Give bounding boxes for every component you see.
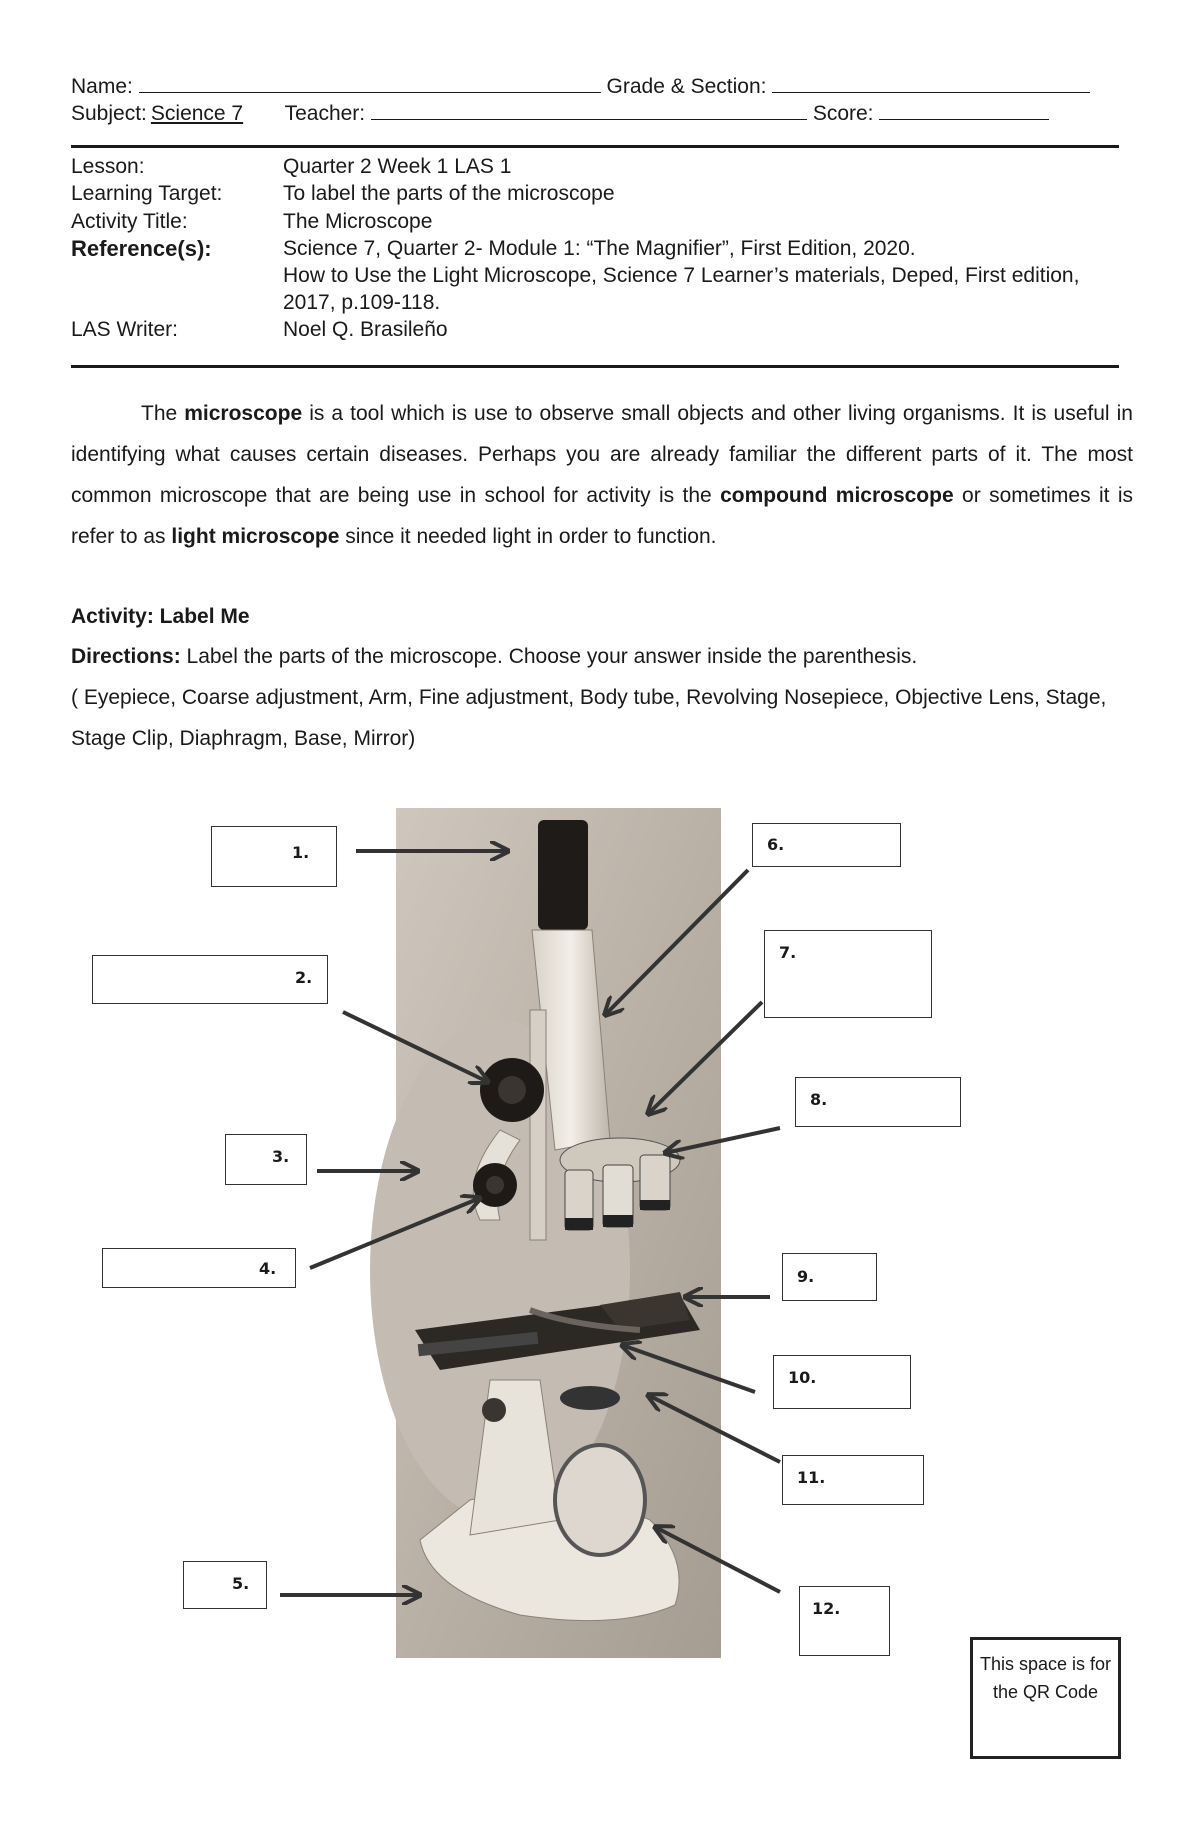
answer-box-9[interactable] (782, 1253, 877, 1301)
lesson-value: Quarter 2 Week 1 LAS 1 (283, 155, 512, 178)
directions-text: Label the parts of the microscope. Choose your answer inside the parenthesis. (180, 645, 918, 668)
activity-title: Activity: Label Me (71, 605, 250, 628)
label-number: 3. (272, 1147, 290, 1166)
answer-box-5[interactable] (183, 1561, 267, 1609)
reference-2: How to Use the Light Microscope, Science 7 Learner’s materials, Deped, First edition, 2017, p.109-118. (283, 264, 1080, 314)
label-number: 7. (779, 943, 797, 962)
writer-label: LAS Writer: (71, 318, 178, 341)
answer-box-4[interactable] (102, 1248, 296, 1288)
term-compound-microscope: compound microscope (720, 484, 954, 507)
grade-label: Grade & Section: (606, 75, 767, 98)
answer-box-8[interactable] (795, 1077, 961, 1127)
title-value: The Microscope (283, 210, 433, 233)
answer-choices: ( Eyepiece, Coarse adjustment, Arm, Fine adjustment, Body tube, Revolving Nosepiece, Objective Lens, Stage, Stage Clip, Diaphragm, Base, Mirror) (71, 686, 1107, 750)
label-number: 2. (295, 968, 313, 987)
answer-box-11[interactable] (782, 1455, 924, 1505)
score-label: Score: (812, 102, 874, 125)
answer-box-1[interactable] (211, 826, 337, 887)
subject-value: Science 7 (150, 102, 244, 125)
name-label: Name: (71, 75, 133, 98)
label-number: 12. (812, 1599, 841, 1618)
answer-box-2[interactable] (92, 955, 328, 1004)
answer-box-3[interactable] (225, 1134, 307, 1185)
label-number: 4. (259, 1259, 277, 1278)
term-light-microscope: light microscope (171, 525, 340, 548)
qr-code-placeholder: This space is for the QR Code (970, 1637, 1121, 1759)
reference-1: Science 7, Quarter 2- Module 1: “The Magnifier”, First Edition, 2020. (283, 237, 916, 260)
title-label: Activity Title: (71, 210, 188, 233)
answer-box-7[interactable] (764, 930, 932, 1018)
label-number: 9. (797, 1267, 815, 1286)
subject-label: Subject: (71, 102, 147, 125)
teacher-label: Teacher: (284, 102, 366, 125)
label-number: 1. (292, 843, 310, 862)
target-value: To label the parts of the microscope (283, 182, 615, 205)
answer-box-10[interactable] (773, 1355, 911, 1409)
microscope-photo (370, 808, 721, 1658)
term-microscope: microscope (184, 402, 303, 425)
intro-paragraph: The microscope is a tool which is use to observe small objects and other living organisms. It is useful in identifying what causes certain diseases. Perhaps you are already familiar the different parts of it. The most common microscope that are being use in school for activity is the compound microscope or sometimes it is refer to as light microscope since it needed light in order to function. (71, 402, 1134, 548)
directions-label: Directions: (71, 645, 181, 668)
lesson-label: Lesson: (71, 155, 145, 178)
answer-box-6[interactable] (752, 823, 901, 867)
label-number: 10. (788, 1368, 817, 1387)
target-label: Learning Target: (71, 182, 223, 205)
label-number: 11. (797, 1468, 826, 1487)
label-number: 8. (810, 1090, 828, 1109)
label-number: 5. (232, 1574, 250, 1593)
reference-label: Reference(s): (71, 236, 212, 261)
writer-value: Noel Q. Brasileño (283, 318, 448, 341)
answer-box-12[interactable] (799, 1586, 890, 1656)
label-number: 6. (767, 835, 785, 854)
